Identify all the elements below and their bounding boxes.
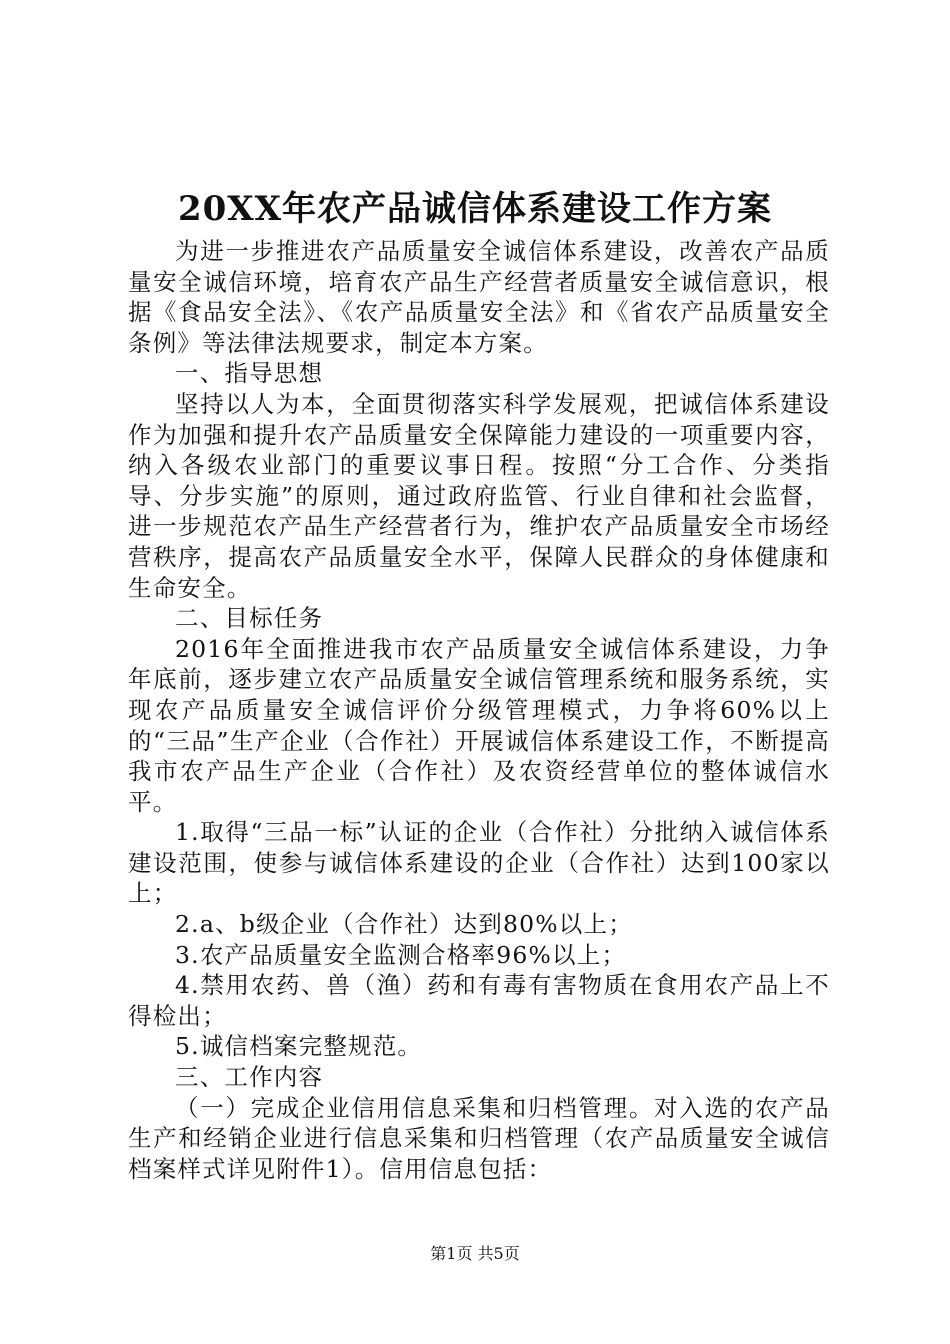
intro-paragraph: 为进一步推进农产品质量安全诚信体系建设，改善农产品质量安全诚信环境，培育农产品生产经营者质量安全诚信意识，根据《食品安全法》、《农产品质量安全法》和《省农产品质量安全条例》等法律法规要求，制定本方案。: [128, 237, 830, 357]
goal-item-1: 1.取得“三品一标”认证的企业（合作社）分批纳入诚信体系建设范围，使参与诚信体系建设的企业（合作社）达到100家以上；: [128, 818, 830, 908]
goal-item-2: 2.a、b级企业（合作社）达到80%以上；: [175, 910, 633, 939]
work-content-item-1: （一）完成企业信用信息采集和归档管理。对入选的农产品生产和经销企业进行信息采集和归档管理（农产品质量安全诚信档案样式详见附件1）。信用信息包括：: [128, 1093, 830, 1183]
goals-paragraph: 2016年全面推进我市农产品质量安全诚信体系建设，力争年底前，逐步建立农产品质量安全诚信管理系统和服务系统，实现农产品质量安全诚信评价分级管理模式，力争将60%以上的“三品”生产企业（合作社）开展诚信体系建设工作，不断提高我市农产品生产企业（合作社）及农资经营单位的整体诚信水平。: [128, 634, 830, 816]
document-body: [128, 236, 830, 1184]
document-title: 20XX年农产品诚信体系建设工作方案: [177, 189, 773, 229]
section-heading-work-content: 三、工作内容: [175, 1063, 324, 1092]
page-number-footer: 第1页 共5页: [430, 1244, 520, 1263]
guiding-ideology-paragraph: 坚持以人为本，全面贯彻落实科学发展观，把诚信体系建设作为加强和提升农产品质量安全保障能力建设的一项重要内容，纳入各级农业部门的重要议事日程。按照“分工合作、分类指导、分步实施”的原则，通过政府监管、行业自律和社会监督，进一步规范农产品生产经营者行为，维护农产品质量安全市场经营秩序，提高农产品质量安全水平，保障人民群众的身体健康和生命安全。: [128, 389, 830, 602]
section-heading-goals: 二、目标任务: [175, 604, 324, 633]
goal-item-4: 4.禁用农药、兽（渔）药和有毒有害物质在食用农产品上不得检出；: [128, 971, 830, 1030]
section-heading-guiding-ideology: 一、指导思想: [175, 359, 324, 388]
goal-item-3: 3.农产品质量安全监测合格率96%以上；: [175, 940, 627, 969]
goal-item-5: 5.诚信档案完整规范。: [175, 1032, 423, 1061]
